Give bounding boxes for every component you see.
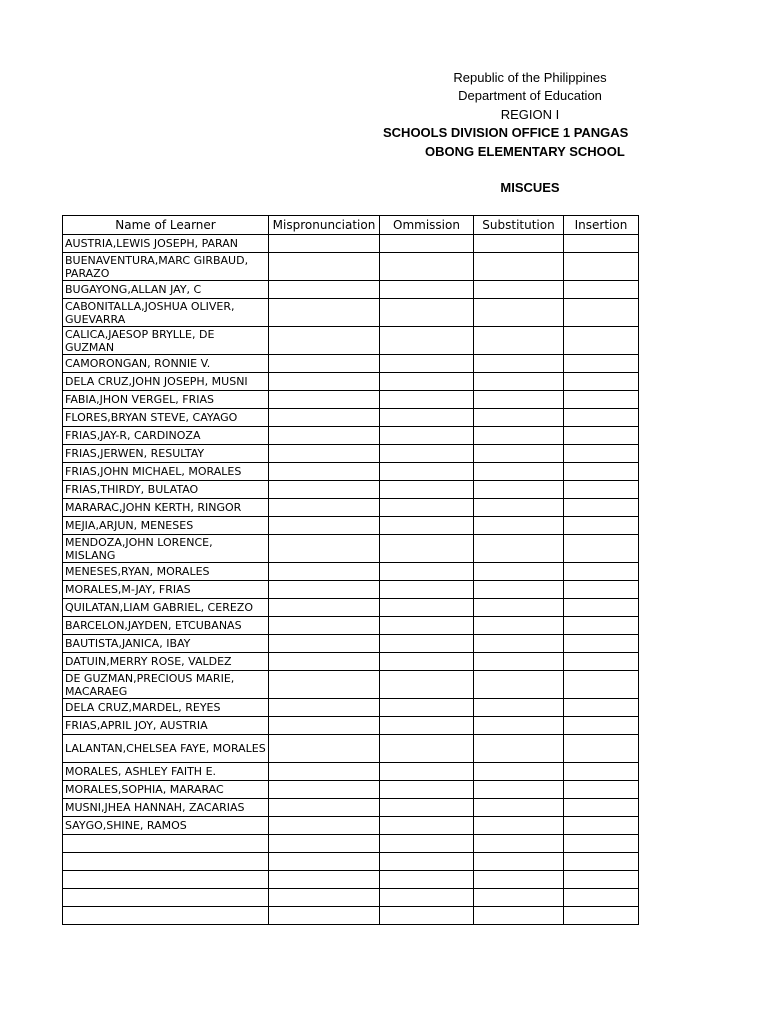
table-row	[63, 871, 639, 889]
ommission-cell[interactable]	[380, 427, 474, 445]
substitution-cell[interactable]	[474, 671, 564, 699]
ommission-cell[interactable]	[380, 653, 474, 671]
ommission-cell[interactable]	[380, 799, 474, 817]
learner-name-cell: DATUIN,MERRY ROSE, VALDEZ	[63, 653, 269, 671]
insertion-cell[interactable]	[564, 907, 639, 925]
mispronunciation-cell[interactable]	[269, 599, 380, 617]
table-row	[63, 253, 639, 281]
substitution-cell[interactable]	[474, 799, 564, 817]
substitution-cell[interactable]	[474, 581, 564, 599]
learner-name-cell: MENDOZA,JOHN LORENCE, MISLANG	[63, 535, 269, 563]
mispronunciation-cell[interactable]	[269, 835, 380, 853]
column-header-name: Name of Learner	[63, 216, 269, 235]
mispronunciation-cell[interactable]	[269, 299, 380, 327]
substitution-cell[interactable]	[474, 281, 564, 299]
ommission-cell[interactable]	[380, 327, 474, 355]
table-row	[63, 373, 639, 391]
table-row	[63, 699, 639, 717]
insertion-cell[interactable]	[564, 599, 639, 617]
ommission-cell[interactable]	[380, 781, 474, 799]
learner-name-cell: CAMORONGAN, RONNIE V.	[63, 355, 269, 373]
table-body	[63, 235, 639, 925]
substitution-cell[interactable]	[474, 463, 564, 481]
learner-name-cell: MORALES, ASHLEY FAITH E.	[63, 763, 269, 781]
mispronunciation-cell[interactable]	[269, 327, 380, 355]
ommission-cell[interactable]	[380, 907, 474, 925]
learner-name-cell: MEJIA,ARJUN, MENESES	[63, 517, 269, 535]
table-row	[63, 427, 639, 445]
substitution-cell[interactable]	[474, 817, 564, 835]
mispronunciation-cell[interactable]	[269, 817, 380, 835]
substitution-cell[interactable]	[474, 735, 564, 763]
ommission-cell[interactable]	[380, 635, 474, 653]
mispronunciation-cell[interactable]	[269, 463, 380, 481]
learner-name-cell: FRIAS,JERWEN, RESULTAY	[63, 445, 269, 463]
substitution-cell[interactable]	[474, 635, 564, 653]
insertion-cell[interactable]	[564, 889, 639, 907]
mispronunciation-cell[interactable]	[269, 445, 380, 463]
mispronunciation-cell[interactable]	[269, 617, 380, 635]
mispronunciation-cell[interactable]	[269, 581, 380, 599]
table-row	[63, 735, 639, 763]
substitution-cell[interactable]	[474, 253, 564, 281]
substitution-cell[interactable]	[474, 617, 564, 635]
insertion-cell[interactable]	[564, 635, 639, 653]
substitution-cell[interactable]	[474, 717, 564, 735]
mispronunciation-cell[interactable]	[269, 717, 380, 735]
ommission-cell[interactable]	[380, 617, 474, 635]
insertion-cell[interactable]	[564, 781, 639, 799]
insertion-cell[interactable]	[564, 355, 639, 373]
learner-name-cell	[63, 835, 269, 853]
ommission-cell[interactable]	[380, 581, 474, 599]
ommission-cell[interactable]	[380, 253, 474, 281]
insertion-cell[interactable]	[564, 581, 639, 599]
table-row	[63, 327, 639, 355]
table-row	[63, 355, 639, 373]
learner-name-cell: QUILATAN,LIAM GABRIEL, CEREZO	[63, 599, 269, 617]
mispronunciation-cell[interactable]	[269, 635, 380, 653]
mispronunciation-cell[interactable]	[269, 481, 380, 499]
table-row	[63, 499, 639, 517]
mispronunciation-cell[interactable]	[269, 373, 380, 391]
table-row	[63, 463, 639, 481]
ommission-cell[interactable]	[380, 463, 474, 481]
insertion-cell[interactable]	[564, 817, 639, 835]
insertion-cell[interactable]	[564, 871, 639, 889]
table-row	[63, 617, 639, 635]
column-header-insertion: Insertion	[564, 216, 639, 235]
ommission-cell[interactable]	[380, 517, 474, 535]
mispronunciation-cell[interactable]	[269, 253, 380, 281]
ommission-cell[interactable]	[380, 699, 474, 717]
ommission-cell[interactable]	[380, 373, 474, 391]
learner-name-cell: MORALES,SOPHIA, MARARAC	[63, 781, 269, 799]
ommission-cell[interactable]	[380, 763, 474, 781]
learner-name-cell: MENESES,RYAN, MORALES	[63, 563, 269, 581]
mispronunciation-cell[interactable]	[269, 763, 380, 781]
insertion-cell[interactable]	[564, 253, 639, 281]
learner-name-cell: BUGAYONG,ALLAN JAY, C	[63, 281, 269, 299]
table-row	[63, 717, 639, 735]
ommission-cell[interactable]	[380, 717, 474, 735]
insertion-cell[interactable]	[564, 481, 639, 499]
substitution-cell[interactable]	[474, 409, 564, 427]
insertion-cell[interactable]	[564, 563, 639, 581]
table-row	[63, 445, 639, 463]
ommission-cell[interactable]	[380, 299, 474, 327]
insertion-cell[interactable]	[564, 463, 639, 481]
learner-name-cell: DELA CRUZ,JOHN JOSEPH, MUSNI	[63, 373, 269, 391]
substitution-cell[interactable]	[474, 563, 564, 581]
learner-name-cell: FLORES,BRYAN STEVE, CAYAGO	[63, 409, 269, 427]
ommission-cell[interactable]	[380, 817, 474, 835]
table-row	[63, 889, 639, 907]
table-row	[63, 235, 639, 253]
table-row	[63, 907, 639, 925]
learner-name-cell: AUSTRIA,LEWIS JOSEPH, PARAN	[63, 235, 269, 253]
substitution-cell[interactable]	[474, 373, 564, 391]
mispronunciation-cell[interactable]	[269, 235, 380, 253]
mispronunciation-cell[interactable]	[269, 281, 380, 299]
table-row	[63, 817, 639, 835]
ommission-cell[interactable]	[380, 391, 474, 409]
mispronunciation-cell[interactable]	[269, 853, 380, 871]
mispronunciation-cell[interactable]	[269, 653, 380, 671]
table-row	[63, 671, 639, 699]
learner-name-cell: DE GUZMAN,PRECIOUS MARIE, MACARAEG	[63, 671, 269, 699]
insertion-cell[interactable]	[564, 699, 639, 717]
learner-name-cell: MUSNI,JHEA HANNAH, ZACARIAS	[63, 799, 269, 817]
insertion-cell[interactable]	[564, 499, 639, 517]
mispronunciation-cell[interactable]	[269, 799, 380, 817]
mispronunciation-cell[interactable]	[269, 699, 380, 717]
substitution-cell[interactable]	[474, 835, 564, 853]
substitution-cell[interactable]	[474, 299, 564, 327]
learner-name-cell: CALICA,JAESOP BRYLLE, DE GUZMAN	[63, 327, 269, 355]
substitution-cell[interactable]	[474, 889, 564, 907]
substitution-cell[interactable]	[474, 699, 564, 717]
substitution-cell[interactable]	[474, 391, 564, 409]
ommission-cell[interactable]	[380, 835, 474, 853]
mispronunciation-cell[interactable]	[269, 907, 380, 925]
learner-name-cell: CABONITALLA,JOSHUA OLIVER, GUEVARRA	[63, 299, 269, 327]
insertion-cell[interactable]	[564, 763, 639, 781]
ommission-cell[interactable]	[380, 235, 474, 253]
substitution-cell[interactable]	[474, 481, 564, 499]
substitution-cell[interactable]	[474, 355, 564, 373]
insertion-cell[interactable]	[564, 373, 639, 391]
substitution-cell[interactable]	[474, 517, 564, 535]
table-row	[63, 781, 639, 799]
header-department: Department of Education	[458, 88, 602, 103]
insertion-cell[interactable]	[564, 409, 639, 427]
insertion-cell[interactable]	[564, 445, 639, 463]
insertion-cell[interactable]	[564, 671, 639, 699]
learner-name-cell	[63, 907, 269, 925]
substitution-cell[interactable]	[474, 499, 564, 517]
table-row	[63, 409, 639, 427]
ommission-cell[interactable]	[380, 889, 474, 907]
insertion-cell[interactable]	[564, 735, 639, 763]
mispronunciation-cell[interactable]	[269, 889, 380, 907]
table-row	[63, 391, 639, 409]
insertion-cell[interactable]	[564, 391, 639, 409]
substitution-cell[interactable]	[474, 445, 564, 463]
learner-name-cell: FRIAS,JAY-R, CARDINOZA	[63, 427, 269, 445]
ommission-cell[interactable]	[380, 599, 474, 617]
insertion-cell[interactable]	[564, 281, 639, 299]
ommission-cell[interactable]	[380, 499, 474, 517]
mispronunciation-cell[interactable]	[269, 671, 380, 699]
insertion-cell[interactable]	[564, 299, 639, 327]
learner-name-cell: FRIAS,APRIL JOY, AUSTRIA	[63, 717, 269, 735]
mispronunciation-cell[interactable]	[269, 517, 380, 535]
learner-name-cell	[63, 871, 269, 889]
substitution-cell[interactable]	[474, 763, 564, 781]
table-row	[63, 799, 639, 817]
header-school-name: OBONG ELEMENTARY SCHOOL	[425, 144, 625, 159]
ommission-cell[interactable]	[380, 481, 474, 499]
document-header	[0, 0, 638, 200]
substitution-cell[interactable]	[474, 871, 564, 889]
insertion-cell[interactable]	[564, 535, 639, 563]
miscues-table	[62, 215, 639, 925]
mispronunciation-cell[interactable]	[269, 391, 380, 409]
ommission-cell[interactable]	[380, 409, 474, 427]
table-row	[63, 563, 639, 581]
header-republic: Republic of the Philippines	[453, 70, 607, 85]
learner-name-cell: SAYGO,SHINE, RAMOS	[63, 817, 269, 835]
learner-name-cell: BAUTISTA,JANICA, IBAY	[63, 635, 269, 653]
substitution-cell[interactable]	[474, 907, 564, 925]
learner-name-cell	[63, 853, 269, 871]
column-header-ommission: Ommission	[380, 216, 474, 235]
table-header-row	[63, 216, 639, 235]
insertion-cell[interactable]	[564, 235, 639, 253]
ommission-cell[interactable]	[380, 355, 474, 373]
table-row	[63, 299, 639, 327]
ommission-cell[interactable]	[380, 853, 474, 871]
learner-name-cell: FRIAS,THIRDY, BULATAO	[63, 481, 269, 499]
insertion-cell[interactable]	[564, 617, 639, 635]
header-division-office: SCHOOLS DIVISION OFFICE 1 PANGAS	[383, 125, 629, 140]
table-row	[63, 853, 639, 871]
learner-name-cell: DELA CRUZ,MARDEL, REYES	[63, 699, 269, 717]
table-row	[63, 481, 639, 499]
learner-name-cell: BUENAVENTURA,MARC GIRBAUD, PARAZO	[63, 253, 269, 281]
mispronunciation-cell[interactable]	[269, 427, 380, 445]
insertion-cell[interactable]	[564, 717, 639, 735]
ommission-cell[interactable]	[380, 671, 474, 699]
table-row	[63, 653, 639, 671]
table-row	[63, 535, 639, 563]
table-row	[63, 835, 639, 853]
insertion-cell[interactable]	[564, 799, 639, 817]
insertion-cell[interactable]	[564, 835, 639, 853]
mispronunciation-cell[interactable]	[269, 355, 380, 373]
table-row	[63, 581, 639, 599]
ommission-cell[interactable]	[380, 871, 474, 889]
mispronunciation-cell[interactable]	[269, 535, 380, 563]
insertion-cell[interactable]	[564, 327, 639, 355]
column-header-mispronunciation: Mispronunciation	[269, 216, 380, 235]
substitution-cell[interactable]	[474, 327, 564, 355]
mispronunciation-cell[interactable]	[269, 735, 380, 763]
insertion-cell[interactable]	[564, 853, 639, 871]
substitution-cell[interactable]	[474, 535, 564, 563]
ommission-cell[interactable]	[380, 563, 474, 581]
header-region: REGION I	[500, 107, 560, 122]
learner-name-cell: MORALES,M-JAY, FRIAS	[63, 581, 269, 599]
substitution-cell[interactable]	[474, 427, 564, 445]
mispronunciation-cell[interactable]	[269, 563, 380, 581]
ommission-cell[interactable]	[380, 281, 474, 299]
learner-name-cell: MARARAC,JOHN KERTH, RINGOR	[63, 499, 269, 517]
mispronunciation-cell[interactable]	[269, 409, 380, 427]
ommission-cell[interactable]	[380, 445, 474, 463]
learner-name-cell: BARCELON,JAYDEN, ETCUBANAS	[63, 617, 269, 635]
insertion-cell[interactable]	[564, 517, 639, 535]
mispronunciation-cell[interactable]	[269, 871, 380, 889]
learner-name-cell: FRIAS,JOHN MICHAEL, MORALES	[63, 463, 269, 481]
substitution-cell[interactable]	[474, 599, 564, 617]
learner-name-cell: FABIA,JHON VERGEL, FRIAS	[63, 391, 269, 409]
ommission-cell[interactable]	[380, 535, 474, 563]
section-title: MISCUES	[500, 180, 560, 195]
column-header-substitution: Substitution	[474, 216, 564, 235]
substitution-cell[interactable]	[474, 853, 564, 871]
learner-name-cell	[63, 889, 269, 907]
mispronunciation-cell[interactable]	[269, 781, 380, 799]
ommission-cell[interactable]	[380, 735, 474, 763]
insertion-cell[interactable]	[564, 427, 639, 445]
substitution-cell[interactable]	[474, 235, 564, 253]
table-row	[63, 599, 639, 617]
substitution-cell[interactable]	[474, 781, 564, 799]
table-row	[63, 517, 639, 535]
insertion-cell[interactable]	[564, 653, 639, 671]
table-row	[63, 635, 639, 653]
mispronunciation-cell[interactable]	[269, 499, 380, 517]
table-row	[63, 281, 639, 299]
substitution-cell[interactable]	[474, 653, 564, 671]
learner-name-cell: LALANTAN,CHELSEA FAYE, MORALES	[63, 735, 269, 763]
table-row	[63, 763, 639, 781]
